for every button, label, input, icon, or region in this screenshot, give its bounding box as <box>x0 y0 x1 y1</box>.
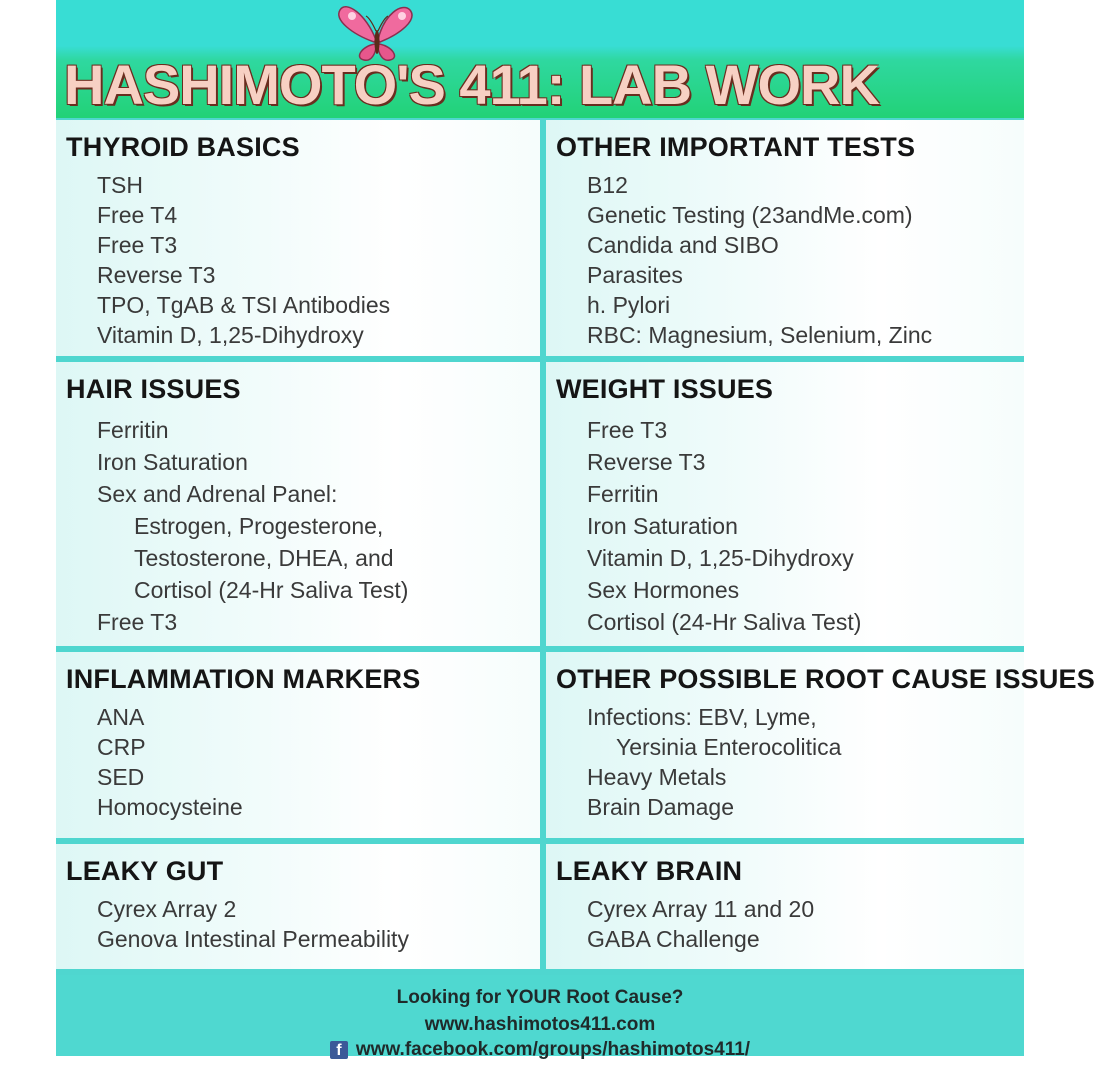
list-item: TPO, TgAB & TSI Antibodies <box>97 292 391 318</box>
footer-facebook-link[interactable]: www.facebook.com/groups/hashimotos411/ <box>355 1039 751 1060</box>
infographic-card <box>56 0 1095 1060</box>
list-item: Vitamin D, 1,25-Dihydroxy <box>97 322 364 348</box>
footer <box>56 975 1024 1060</box>
section-heading: LEAKY GUT <box>66 856 224 886</box>
item-list <box>97 702 243 822</box>
list-item: Parasites <box>587 262 683 288</box>
item-list <box>587 414 861 638</box>
section-heading: THYROID BASICS <box>66 132 300 162</box>
footer-website-link[interactable]: www.hashimotos411.com <box>424 1014 656 1035</box>
header-banner <box>56 0 1024 118</box>
section-heading: OTHER POSSIBLE ROOT CAUSE ISSUES <box>556 664 1095 694</box>
list-item: Iron Saturation <box>97 449 248 475</box>
list-item: Iron Saturation <box>587 513 738 539</box>
list-item: Cortisol (24-Hr Saliva Test) <box>134 577 409 603</box>
section-heading: HAIR ISSUES <box>66 374 241 404</box>
list-item: Yersinia Enterocolitica <box>616 734 842 760</box>
section-other-possible-root-cause-issues <box>546 652 1095 838</box>
list-item: Homocysteine <box>97 794 243 820</box>
section-heading: LEAKY BRAIN <box>556 856 743 886</box>
list-item: Cyrex Array 11 and 20 <box>587 896 815 922</box>
section-heading: WEIGHT ISSUES <box>556 374 774 404</box>
list-item: Free T3 <box>97 232 178 258</box>
item-list <box>97 894 409 954</box>
section-thyroid-basics <box>56 120 540 356</box>
list-item: h. Pylori <box>587 292 671 318</box>
list-item: RBC: Magnesium, Selenium, Zinc <box>587 322 933 348</box>
section-heading: INFLAMMATION MARKERS <box>66 664 421 694</box>
list-item: Cyrex Array 2 <box>97 896 237 922</box>
list-item: GABA Challenge <box>587 926 760 952</box>
section-inflammation-markers <box>56 652 540 838</box>
item-list <box>587 170 932 350</box>
list-item: Reverse T3 <box>97 262 216 288</box>
list-item: Free T4 <box>97 202 178 228</box>
list-item: B12 <box>587 172 628 198</box>
list-item: TSH <box>97 172 143 198</box>
section-other-important-tests <box>546 120 1024 356</box>
list-item: Free T3 <box>587 417 668 443</box>
list-item: Testosterone, DHEA, and <box>134 545 394 571</box>
list-item: Cortisol (24-Hr Saliva Test) <box>587 609 862 635</box>
list-item: ANA <box>97 704 145 730</box>
item-list <box>587 702 841 822</box>
section-leaky-brain <box>546 844 1024 969</box>
list-item: Ferritin <box>97 417 169 443</box>
page-title: HASHIMOTO'S 411: LAB WORK <box>64 53 879 116</box>
list-item: Ferritin <box>587 481 659 507</box>
list-item: Infections: EBV, Lyme, <box>587 704 817 730</box>
list-item: Reverse T3 <box>587 449 706 475</box>
list-item: Candida and SIBO <box>587 232 779 258</box>
item-list <box>97 414 408 638</box>
list-item: Brain Damage <box>587 794 735 820</box>
item-list <box>97 170 390 350</box>
section-leaky-gut <box>56 844 540 969</box>
footer-facebook-line <box>56 1039 1024 1061</box>
list-item: Estrogen, Progesterone, <box>134 513 384 539</box>
list-item: Heavy Metals <box>587 764 727 790</box>
list-item: SED <box>97 764 145 790</box>
list-item: Free T3 <box>97 609 178 635</box>
list-item: Sex and Adrenal Panel: <box>97 481 338 507</box>
item-list <box>587 894 814 954</box>
facebook-icon: f <box>330 1041 348 1059</box>
section-hair-issues <box>56 362 540 646</box>
list-item: Genetic Testing (23andMe.com) <box>587 202 913 228</box>
list-item: Genova Intestinal Permeability <box>97 926 409 952</box>
section-weight-issues <box>546 362 1024 646</box>
section-heading: OTHER IMPORTANT TESTS <box>556 132 916 162</box>
footer-tagline: Looking for YOUR Root Cause? <box>396 987 684 1008</box>
list-item: Sex Hormones <box>587 577 740 603</box>
list-item: Vitamin D, 1,25-Dihydroxy <box>587 545 854 571</box>
list-item: CRP <box>97 734 146 760</box>
